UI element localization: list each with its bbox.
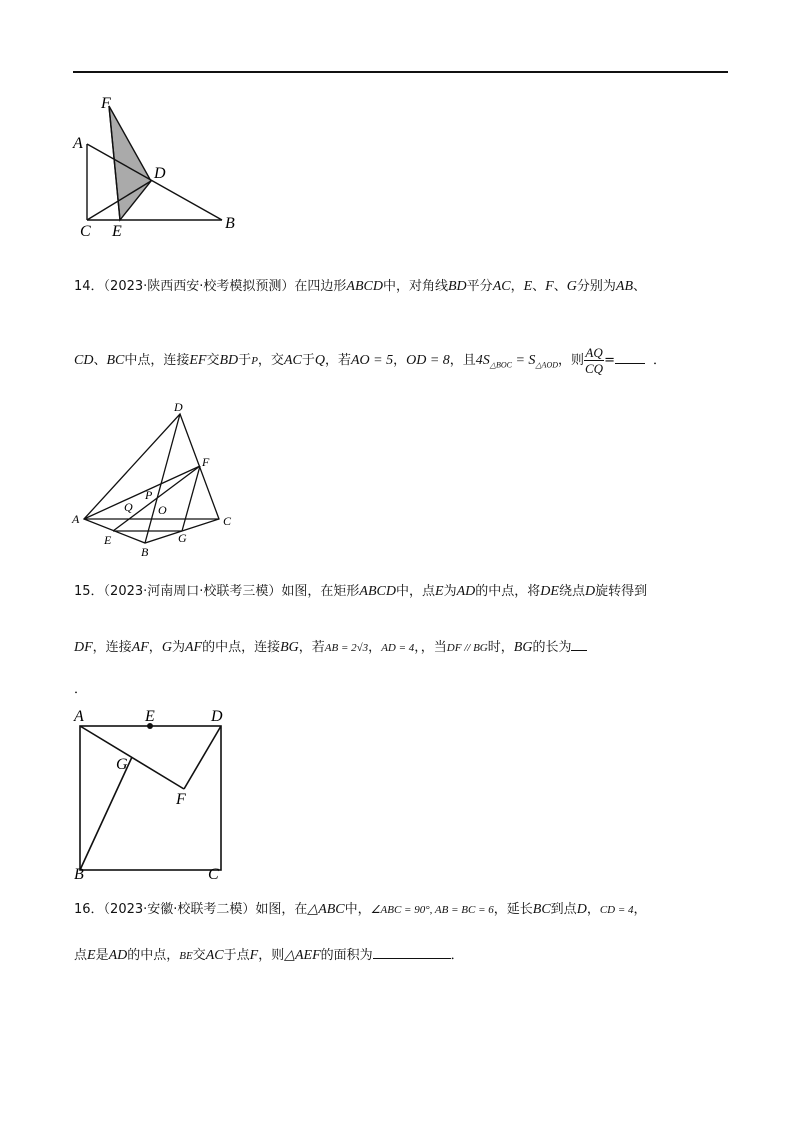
q14-math: = S (511, 353, 536, 368)
q14-math: BD (448, 279, 467, 294)
q16-text: ， (633, 902, 647, 917)
q15-text: 的中点，将 (475, 584, 541, 599)
label-b: B (74, 866, 84, 882)
fraction-numerator: AQ (585, 345, 603, 360)
label-b: B (225, 215, 235, 232)
q15-math: D (584, 584, 596, 599)
label-d: D (174, 400, 183, 414)
q14-text: ，若 (324, 353, 351, 368)
q14-math: AC (283, 353, 302, 368)
q15-math: AF (184, 640, 203, 655)
q15-text: 的中点，连接 (202, 640, 281, 655)
q16-math: CD = 4 (599, 904, 634, 916)
q14-line1 (74, 277, 646, 297)
q14-fraction (584, 345, 604, 376)
q16-answer-blank[interactable] (373, 944, 451, 959)
label-f: F (101, 95, 111, 112)
label-c: C (223, 514, 232, 528)
q16-text: ，延长 (493, 902, 533, 917)
label-d: D (211, 708, 223, 725)
q14-text: ，且 (449, 353, 476, 368)
q14-text: 于 (301, 353, 315, 368)
q16-text: 的中点， (127, 948, 180, 963)
q15-text: ， (368, 640, 382, 655)
label-q: Q (124, 500, 133, 514)
q15-text: ， (148, 640, 162, 655)
q14-math: ABCD (346, 279, 383, 294)
q16-text: ， (586, 902, 600, 917)
q14-number: 14． (74, 279, 104, 294)
label-a: A (74, 708, 84, 725)
q15-text: 旋转得到 (595, 584, 648, 599)
q16-math: △AEF (284, 948, 321, 963)
q16-text: 中， (344, 902, 371, 917)
q15-number: 15． (74, 584, 104, 599)
q14-math: F (545, 279, 554, 294)
q16-text: 是 (95, 948, 109, 963)
q14-math: G (566, 279, 577, 294)
q14-math: △BOC (489, 360, 512, 370)
q15-text: ，连接 (92, 640, 132, 655)
q16-text: ，则 (258, 948, 285, 963)
q14-text: 交 (206, 353, 220, 368)
figure-q13 (70, 92, 250, 242)
q14-math: OD = 8 (406, 353, 450, 368)
label-b: B (141, 545, 149, 559)
q15-text: 为 (443, 584, 457, 599)
label-e: E (145, 708, 155, 725)
q16-math: AC (205, 948, 224, 963)
q15-math: DF // BG (446, 642, 488, 654)
q14-text: ， (510, 279, 524, 294)
q14-math: BD (219, 353, 239, 368)
label-p: P (145, 488, 153, 502)
label-e: E (112, 223, 122, 240)
q15-text: ，若 (298, 640, 325, 655)
q15-math: AD = 4 (381, 642, 415, 654)
q14-math: P (251, 355, 258, 367)
q14-text: 中，对角线 (382, 279, 448, 294)
fraction-denominator: CQ (585, 361, 604, 376)
q16-text: 交 (192, 948, 206, 963)
q16-math: ∠ABC = 90°, AB = BC = 6 (370, 904, 494, 916)
label-f: F (202, 455, 210, 469)
q16-math: AD (108, 948, 128, 963)
q16-text: 点 (74, 948, 88, 963)
q16-text: 于点 (223, 948, 250, 963)
label-o: O (158, 503, 167, 517)
q15-math: BG (513, 640, 533, 655)
q14-text: 、 (553, 279, 567, 294)
q14-text: = (604, 353, 615, 368)
q15-text: 为 (171, 640, 185, 655)
q14-math: E (523, 279, 533, 294)
q16-source: （2023·安徽·校联考二模） (103, 902, 256, 917)
q14-math: AO = 5 (350, 353, 394, 368)
q15-answer-blank[interactable] (571, 636, 587, 651)
q14-source: （2023·陕西西安·校考模拟预测） (103, 279, 295, 294)
q16-math: BC (532, 902, 551, 917)
q14-math: EF (189, 353, 207, 368)
q16-math: D (576, 902, 587, 917)
header-rule (73, 71, 728, 73)
q16-math: E (87, 948, 96, 963)
q15-text: 中，点 (395, 584, 435, 599)
q14-text: ，交 (257, 353, 284, 368)
q16-line1 (74, 900, 647, 920)
q14-line2 (74, 345, 666, 376)
label-a: A (72, 512, 80, 526)
q15-math: BG (280, 640, 299, 655)
q14-text: 在四边形 (294, 279, 347, 294)
q15-line2 (74, 636, 587, 658)
q14-math: △AOD (535, 360, 558, 370)
q14-text: ，则 (558, 353, 585, 368)
label-g: G (178, 531, 187, 545)
q14-math: AB (615, 279, 633, 294)
q16-line2 (74, 944, 464, 966)
q16-text: 的面积为 (320, 948, 373, 963)
label-c: C (208, 866, 219, 882)
q15-text: 如图，在矩形 (281, 584, 360, 599)
q16-text: ． (450, 948, 464, 963)
q15-math: DE (540, 584, 559, 599)
q14-math: AC (492, 279, 511, 294)
q15-text: 的长为 (532, 640, 572, 655)
q15-math: AB = 2√3 (324, 642, 369, 654)
q14-text: 分别为 (576, 279, 616, 294)
q14-math: Q (314, 353, 325, 368)
q14-text: 中点，连接 (124, 353, 190, 368)
q16-number: 16． (74, 902, 104, 917)
q15-text: 时， (487, 640, 514, 655)
q15-math: E (435, 584, 444, 599)
q14-answer-blank[interactable] (615, 349, 645, 364)
q15-line1 (74, 582, 647, 602)
label-c: C (80, 223, 91, 240)
q14-text: ， (393, 353, 407, 368)
label-g: G (116, 756, 128, 773)
q14-math: 4S (475, 353, 490, 368)
q16-math: △ABC (307, 902, 345, 917)
q14-text: ． (652, 353, 666, 368)
q15-text: 绕点 (558, 584, 585, 599)
q15-math: ABCD (359, 584, 396, 599)
q15-math: AD (456, 584, 476, 599)
figure-q15 (70, 702, 240, 882)
q14-text: 、 (633, 279, 647, 294)
figure-q14 (68, 398, 248, 560)
q15-math: AF (131, 640, 149, 655)
q15-text: ． (74, 682, 88, 697)
label-d: D (154, 165, 166, 182)
q14-text: 、 (93, 353, 107, 368)
q16-text: 到点 (550, 902, 577, 917)
q16-math: BE (179, 950, 193, 962)
q14-text: 于 (238, 353, 252, 368)
label-a: A (73, 135, 83, 152)
q14-text: 平分 (466, 279, 493, 294)
q15-source: （2023·河南周口·校联考三模） (103, 584, 282, 599)
q15-line3 (74, 680, 87, 700)
q16-text: 如图，在 (255, 902, 308, 917)
q14-math: CD (74, 353, 94, 368)
q15-text: ，，当 (414, 640, 447, 655)
q15-math: DF (74, 640, 93, 655)
q14-math: BC (106, 353, 125, 368)
q14-text: 、 (532, 279, 546, 294)
q16-math: F (249, 948, 259, 963)
label-f: F (176, 791, 186, 808)
q15-math: G (161, 640, 172, 655)
label-e: E (104, 533, 112, 547)
